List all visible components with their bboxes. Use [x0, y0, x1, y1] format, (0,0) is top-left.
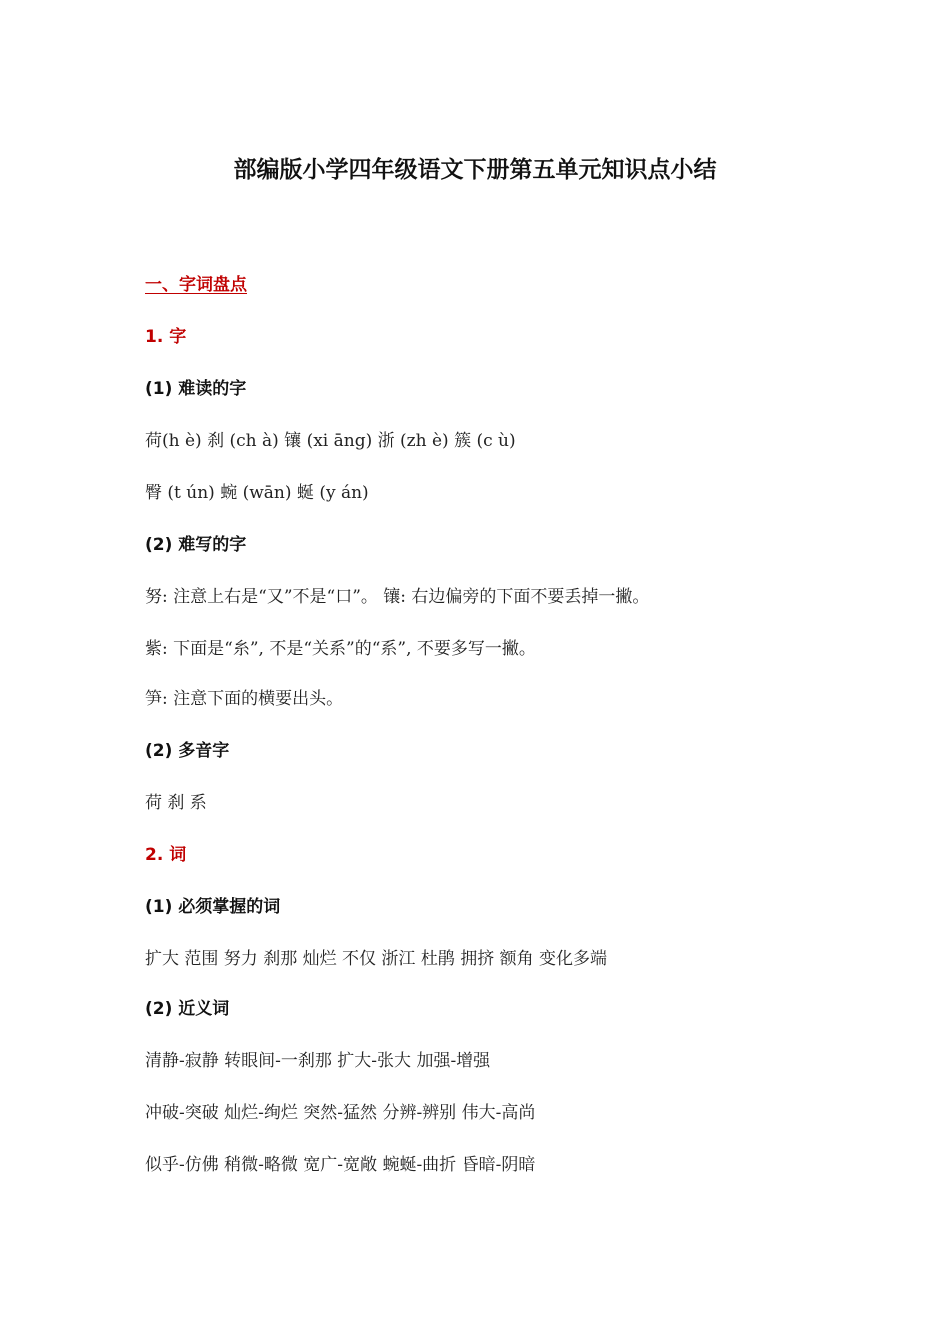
hard-to-write-line-1: 努: 注意上右是“又”不是“口”。 镶: 右边偏旁的下面不要丢掉一撇。 [145, 587, 650, 607]
synonyms-line-2: 冲破-突破 灿烂-绚烂 突然-猛然 分辨-辨别 伟大-高尚 [145, 1103, 536, 1123]
must-master-line-1: 扩大 范围 努力 刹那 灿烂 不仅 浙江 杜鹃 拥挤 额角 变化多端 [145, 949, 608, 969]
heading-must-master: (1) 必须掌握的词 [145, 897, 281, 917]
heading-hard-to-read: (1) 难读的字 [145, 379, 247, 399]
section-heading-word-review: 一、字词盘点 [145, 275, 247, 295]
heading-hard-to-write: (2) 难写的字 [145, 535, 247, 555]
subsection-heading-characters: 1. 字 [145, 327, 187, 347]
subsection-heading-words: 2. 词 [145, 845, 187, 865]
hard-to-read-line-1: 荷(h è) 刹 (ch à) 镶 (xi āng) 浙 (zh è) 簇 (c ù) [145, 431, 516, 451]
hard-to-write-line-3: 笋: 注意下面的横要出头。 [145, 689, 344, 709]
heading-synonyms: (2) 近义词 [145, 999, 230, 1019]
synonyms-line-3: 似乎-仿佛 稍微-略微 宽广-宽敞 蜿蜒-曲折 昏暗-阴暗 [145, 1155, 536, 1175]
hard-to-write-line-2: 紫: 下面是“糸”, 不是“关系”的“系”, 不要多写一撇。 [145, 639, 536, 659]
heading-polyphone: (2) 多音字 [145, 741, 230, 761]
hard-to-read-line-2: 臀 (t ún) 蜿 (wān) 蜒 (y án) [145, 483, 369, 503]
document-title: 部编版小学四年级语文下册第五单元知识点小结 [233, 157, 717, 183]
polyphone-line-1: 荷 刹 系 [145, 793, 207, 813]
synonyms-line-1: 清静-寂静 转眼间-一刹那 扩大-张大 加强-增强 [145, 1051, 491, 1071]
